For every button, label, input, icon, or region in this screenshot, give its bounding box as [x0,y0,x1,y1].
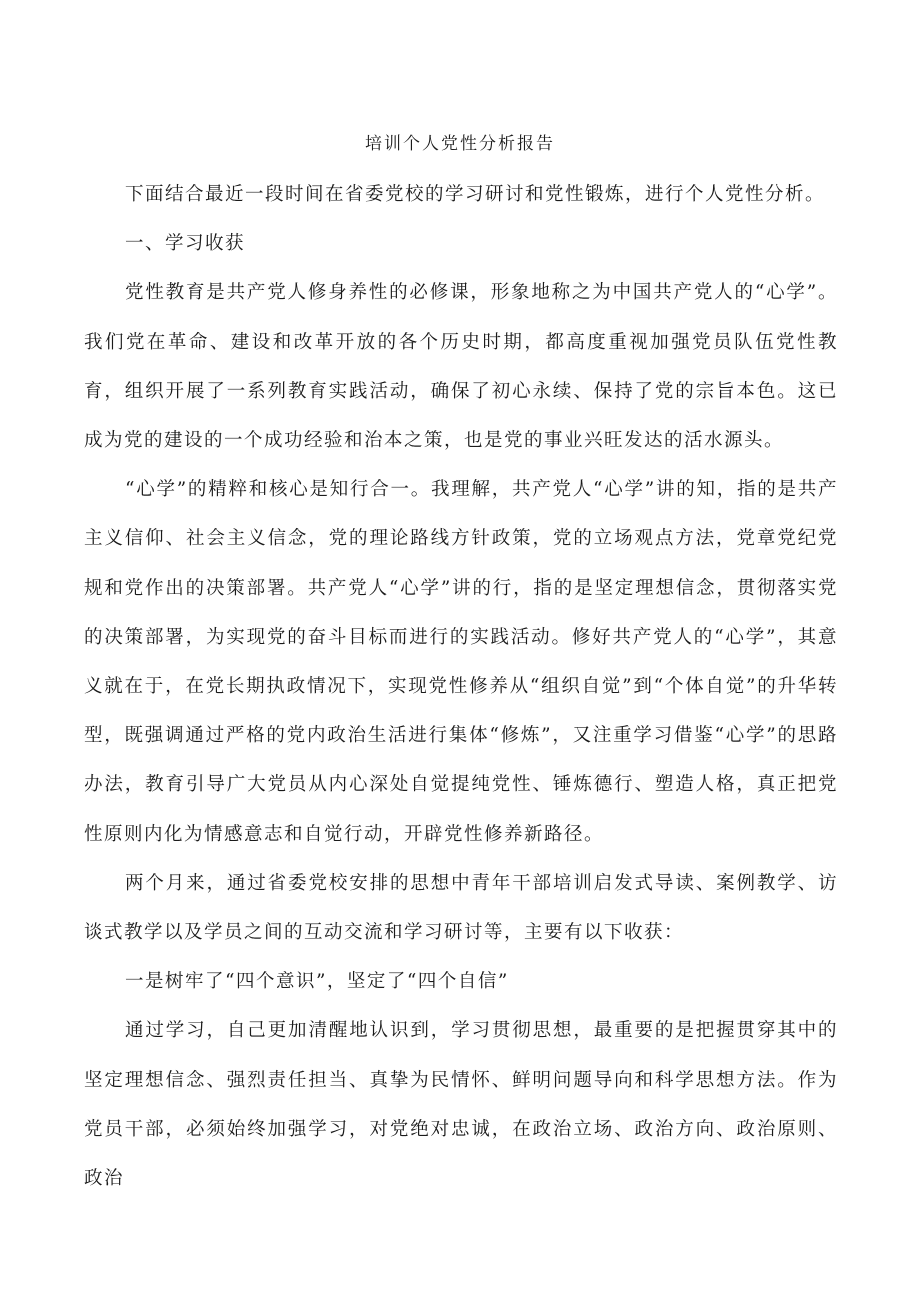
heading-learning-gains: 一、学习收获 [125,233,246,255]
paragraph-party-education: 党性教育是共产党人修身养性的必修课，形象地称之为中国共产党人的“心学”。我们党在革命、建设和改革开放的各个历史时期，都高度重视加强党员队伍党性教育，组织开展了一系列教育实践活动，确保了初心永续、保持了党的宗旨本色。这已成为党的建设的一个成功经验和治本之策，也是党的事业兴旺发达的活水源头。 [84,282,838,452]
paragraph-intro: 下面结合最近一段时间在省委党校的学习研讨和党性锻炼，进行个人党性分析。 [125,184,826,205]
subheading-first-gain: 一是树牢了“四个意识”，坚定了“四个自信” [125,971,509,993]
document-body [84,170,838,1203]
paragraph-two-months: 两个月来，通过省委党校安排的思想中青年干部培训启发式导读、案例教学、访谈式教学以及学员之间的互动交流和学习研讨等，主要有以下收获： [84,872,838,944]
paragraph-xinxue-core: “心学”的精粹和核心是知行合一。我理解，共产党人“心学”讲的知，指的是共产主义信仰、社会主义信念，党的理论路线方针政策，党的立场观点方法，党章党纪党规和党作出的决策部署。共产党人“心学”讲的行，指的是坚定理想信念，贯彻落实党的决策部署，为实现党的奋斗目标而进行的实践活动。修好共产党人的“心学”，其意义就在于，在党长期执政情况下，实现党性修养从“组织自觉”到“个体自觉”的升华转型，既强调通过严格的党内政治生活进行集体“修炼”，又注重学习借鉴“心学”的思路办法，教育引导广大党员从内心深处自觉提纯党性、锤炼德行、塑造人格，真正把党性原则内化为情感意志和自觉行动，开辟党性修养新路径。 [84,479,838,845]
document-title: 培训个人党性分析报告 [365,134,555,154]
paragraph-through-study: 通过学习，自己更加清醒地认识到，学习贯彻思想，最重要的是把握贯穿其中的坚定理想信念、强烈责任担当、真挚为民情怀、鲜明问题导向和科学思想方法。作为党员干部，必须始终加强学习，对党绝对忠诚，在政治立场、政治方向、政治原则、政治 [84,1020,838,1190]
